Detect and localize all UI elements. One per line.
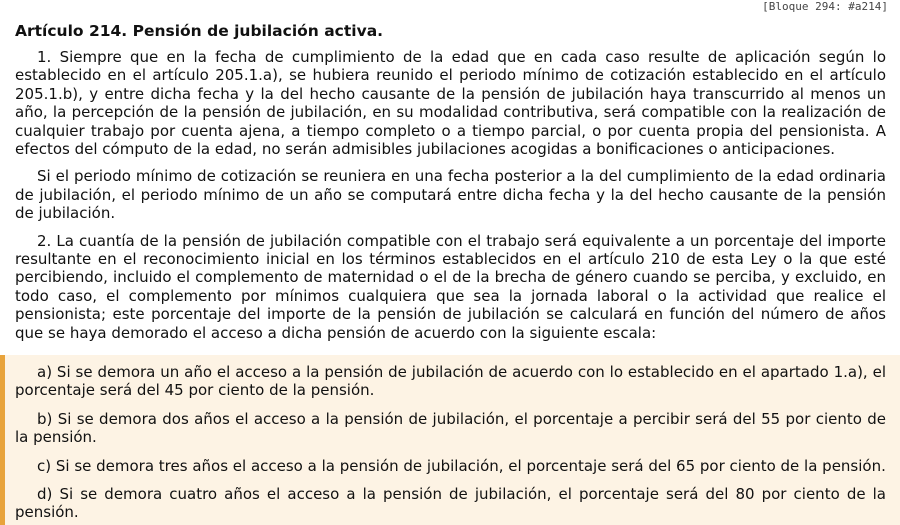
scale-item-c: c) Si se demora tres años el acceso a la pensión de jubilación, el porcentaje será del 65 por ciento de la pensión. (37, 456, 886, 475)
paragraph-2: Si el periodo mínimo de cotización se reuniera en una fecha posterior a la del cumplimiento de la edad ordinaria de jubilación, el periodo mínimo de un año se computará entre dicha fecha y la del hecho causante de la pensión de jubilación. (15, 167, 886, 223)
scale-item-b: b) Si se demora dos años el acceso a la pensión de jubilación, el porcentaje a percibir será del 55 por ciento de la pensión. (15, 409, 886, 447)
article (15, 22, 886, 351)
highlight-bar (0, 355, 5, 525)
scale-item-d: d) Si se demora cuatro años el acceso a la pensión de jubilación, el porcentaje será del 80 por ciento de la pensión. (15, 485, 886, 522)
scale-list (15, 363, 886, 525)
paragraph-1: 1. Siempre que en la fecha de cumplimiento de la edad que en cada caso resulte de aplicación según lo establecido en el artículo 205.1.a), se hubiera reunido el periodo mínimo de cotización establecido en el artículo 205.1.b), y entre dicha fecha y la del hecho causante de la pensión de jubilación haya transcurrido al menos un año, la percepción de la pensión de jubilación, en su modalidad contributiva, será compatible con la realización de cualquier trabajo por cuenta ajena, a tiempo completo o a tiempo parcial, o por cuenta propia del pensionista. A efectos del cómputo de la edad, no serán admisibles jubilaciones acogidas a bonificaciones o anticipaciones. (15, 48, 886, 159)
article-title: Artículo 214. Pensión de jubilación activa. (15, 22, 384, 40)
highlighted-scale-block (0, 355, 900, 525)
scale-item-a: a) Si se demora un año el acceso a la pensión de jubilación de acuerdo con lo establecido en el apartado 1.a), el porcentaje será del 45 por ciento de la pensión. (15, 363, 886, 400)
block-reference: [Bloque 294: #a214] (762, 0, 888, 13)
paragraph-3: 2. La cuantía de la pensión de jubilación compatible con el trabajo será equivalente a un porcentaje del importe resultante en el reconocimiento inicial en los términos establecidos en el artículo 210 de esta Ley o la que esté percibiendo, incluido el complemento de maternidad o el de la brecha de género cuando se perciba, y excluido, en todo caso, el complemento por mínimos cualquiera que sea la jornada laboral o la actividad que realice el pensionista; este porcentaje del importe de la pensión de jubilación se calculará en función del número de años que se haya demorado el acceso a dicha pensión de acuerdo con la siguiente escala: (15, 231, 886, 342)
